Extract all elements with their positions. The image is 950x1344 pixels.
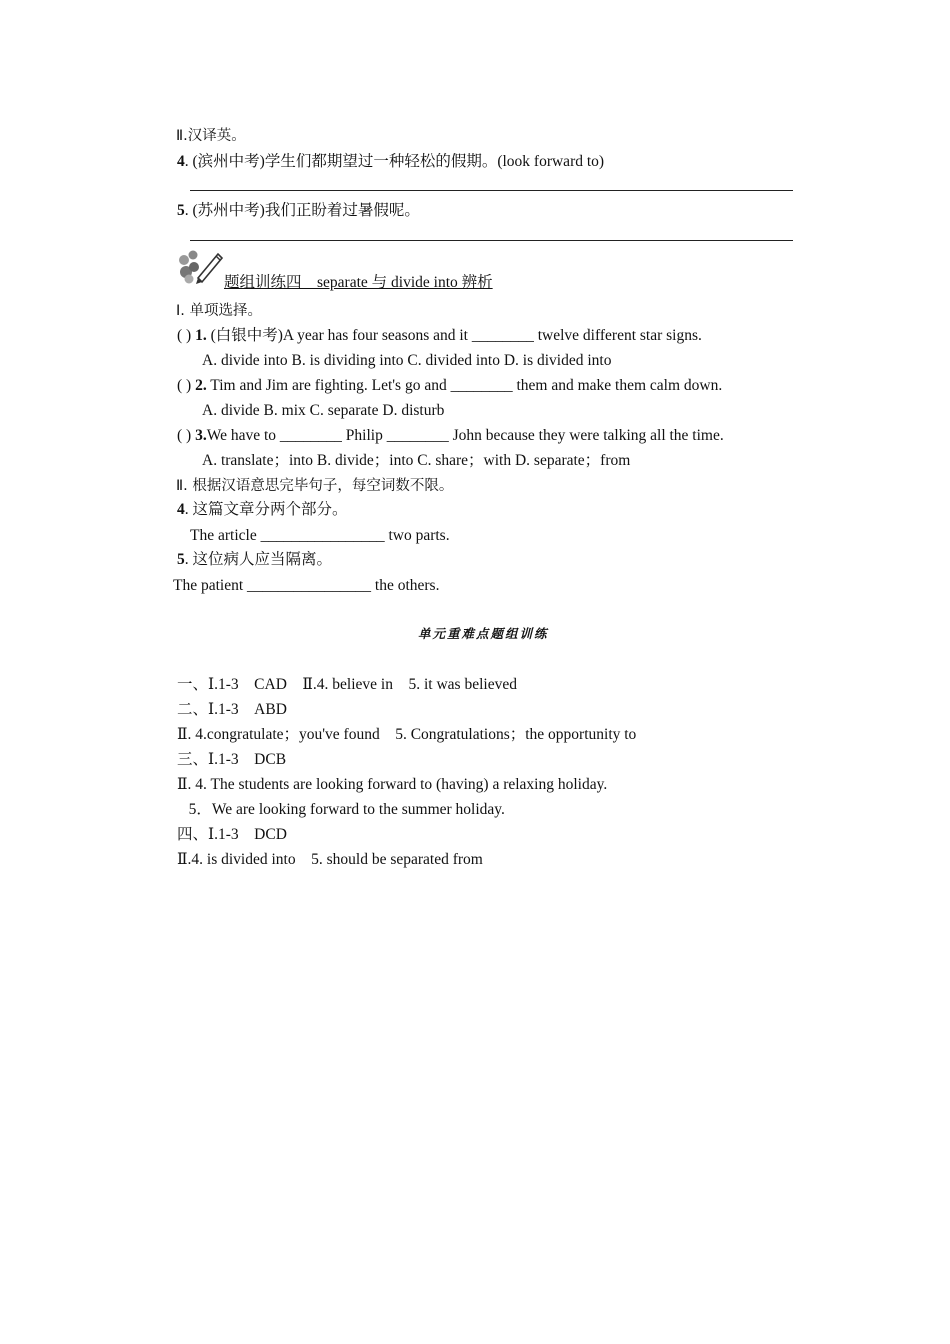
answer-line: 四、Ⅰ.1-3 DCD — [177, 826, 287, 843]
question-text: We have to ________ Philip ________ John because they were talking all the time. — [206, 427, 724, 444]
answer-line: Ⅱ. 4.congratulate；you've found 5. Congratulations；the opportunity to — [177, 726, 637, 743]
mc-question-2 — [177, 376, 722, 396]
question-number: 1. — [195, 327, 207, 344]
question-number: 3. — [195, 427, 207, 444]
question-number: 4 — [177, 153, 185, 170]
answers-title: 单元重难点题组训练 — [418, 626, 549, 641]
mc-question-3 — [177, 426, 724, 446]
question-text: . (滨州中考)学生们都期望过一种轻松的假期。(look forward to) — [184, 153, 605, 170]
answer-line: 一、Ⅰ.1-3 CAD Ⅱ.4. believe in 5. it was believed — [177, 676, 517, 693]
question-text: . 这位病人应当隔离。 — [184, 551, 333, 568]
question-number: 5 — [177, 551, 185, 568]
answer-line-4[interactable] — [190, 190, 793, 191]
question-number: 4 — [177, 501, 185, 518]
answer-line-5[interactable] — [190, 240, 793, 241]
answer-line: 三、Ⅰ.1-3 DCB — [177, 751, 287, 768]
answer-line: Ⅱ. 4. The students are looking forward to (having) a relaxing holiday. — [177, 776, 608, 793]
question-text: . 这篇文章分两个部分。 — [184, 501, 348, 518]
mc-question-1 — [177, 326, 702, 346]
question-5 — [177, 201, 420, 221]
question-text: Tim and Jim are fighting. Let's go and ________ them and make them calm down. — [206, 377, 723, 394]
fill-question-5 — [177, 550, 332, 570]
fill-sentence-5[interactable]: The patient ________________ the others. — [173, 577, 440, 594]
answer-line: 5．We are looking forward to the summer holiday. — [177, 801, 505, 818]
section-heading-multiple-choice: Ⅰ. 单项选择。 — [176, 303, 262, 319]
mc-options-3: A. translate；into B. divide；into C. share；with D. separate；from — [202, 452, 631, 469]
answer-bracket[interactable]: ( ) — [177, 427, 196, 444]
question-text: (白银中考)A year has four seasons and it ________ twelve different star signs. — [206, 327, 702, 344]
question-number: 2. — [195, 377, 207, 394]
question-4 — [177, 152, 604, 172]
mc-options-1: A. divide into B. is dividing into C. divided into D. is divided into — [202, 352, 612, 369]
section-heading-translate: Ⅱ.汉译英。 — [176, 128, 246, 144]
group-title: 题组训练四 separate 与 divide into 辨析 — [224, 274, 493, 291]
answer-line: 二、Ⅰ.1-3 ABD — [177, 701, 287, 718]
answer-bracket[interactable]: ( ) — [177, 327, 196, 344]
fill-question-4 — [177, 500, 348, 520]
mc-options-2: A. divide B. mix C. separate D. disturb — [202, 402, 445, 419]
section-heading-fill: Ⅱ. 根据汉语意思完毕句子，每空词数不限。 — [176, 478, 454, 494]
answer-bracket[interactable]: ( ) — [177, 377, 196, 394]
question-text: . (苏州中考)我们正盼着过暑假呢。 — [184, 202, 420, 219]
question-number: 5 — [177, 202, 185, 219]
answer-line: Ⅱ.4. is divided into 5. should be separated from — [177, 851, 483, 868]
pencil-icon — [176, 246, 224, 286]
fill-sentence-4[interactable]: The article ________________ two parts. — [190, 527, 450, 544]
